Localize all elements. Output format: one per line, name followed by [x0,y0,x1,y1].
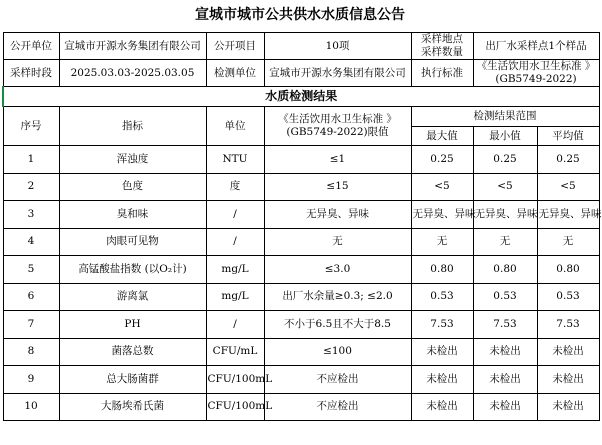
cell-indicator: 浑浊度 [59,146,206,174]
cell-limit: ≤1 [264,146,411,174]
cell-min: <5 [473,173,537,201]
cell-limit: ≤3.0 [264,256,411,284]
table-row [3,228,599,256]
cell-indicator: 游离氯 [59,283,206,311]
cell-no: 2 [3,173,59,201]
col-indicator: 指标 [59,107,206,146]
cell-unit: CFU/mL [206,338,264,366]
cell-indicator: 高锰酸盐指数 (以O₂计) [59,256,206,284]
cell-max: 0.53 [411,283,473,311]
cell-unit: mg/L [206,256,264,284]
publisher-label: 公开单位 [3,33,59,60]
standard-label: 执行标准 [411,60,473,87]
cell-min: 无异臭、异味 [473,201,537,229]
cell-min: 0.53 [473,283,537,311]
cell-unit: / [206,311,264,339]
table-row [3,338,599,366]
cell-max: 未检出 [411,366,473,394]
cell-max: 7.53 [411,311,473,339]
cell-unit: mg/L [206,283,264,311]
unit-label: 检测单位 [206,60,264,87]
table-row [3,393,599,421]
notice-title: 宣城市城市公共供水水质信息公告 [195,7,405,23]
cell-no: 10 [3,393,59,421]
table-row [3,311,599,339]
cell-no: 5 [3,256,59,284]
col-range: 检测结果范围 [411,107,599,127]
cell-max: 未检出 [411,393,473,421]
cell-avg: 0.80 [537,256,599,284]
col-max: 最大值 [411,127,473,146]
cell-no: 4 [3,228,59,256]
cell-indicator: 大肠埃希氏菌 [59,393,206,421]
cell-min: 未检出 [473,366,537,394]
cell-min: 未检出 [473,338,537,366]
cell-max: 无 [411,228,473,256]
cell-limit: 无异臭、异味 [264,201,411,229]
cell-avg: <5 [537,173,599,201]
cell-indicator: 菌落总数 [59,338,206,366]
cell-min: 0.80 [473,256,537,284]
cell-max: 无异臭、异味 [411,201,473,229]
cell-limit: 不应检出 [264,366,411,394]
cell-no: 8 [3,338,59,366]
cell-limit: ≤100 [264,338,411,366]
cell-unit: CFU/100mL [206,366,264,394]
column-header-row-1 [3,107,599,127]
cell-limit: 无 [264,228,411,256]
cell-avg: 0.25 [537,146,599,174]
period-label: 采样时段 [3,60,59,87]
cell-limit: 不小于6.5且不大于8.5 [264,311,411,339]
table-row [3,201,599,229]
cell-avg: 7.53 [537,311,599,339]
cell-unit: / [206,228,264,256]
cell-unit: 度 [206,173,264,201]
cell-unit: / [206,201,264,229]
cell-avg: 无 [537,228,599,256]
cell-unit: CFU/100mL [206,393,264,421]
standard-value: 《生活饮用水卫生标准 》 (GB5749-2022) [473,60,599,87]
items-label: 公开项目 [206,33,264,60]
unit-value: 宣城市开源水务集团有限公司 [264,60,411,87]
result-rows [3,146,602,421]
cell-min: 无 [473,228,537,256]
info-row-2 [3,60,599,87]
period-value: 2025.03.03-2025.03.05 [59,60,206,87]
cell-limit: ≤15 [264,173,411,201]
cell-min: 0.25 [473,146,537,174]
cell-no: 3 [3,201,59,229]
table-row [3,256,599,284]
water-quality-table [2,32,600,421]
col-no: 序号 [3,107,59,146]
cell-max: 0.25 [411,146,473,174]
cell-indicator: 色度 [59,173,206,201]
info-row-1 [3,33,599,60]
cell-unit: NTU [206,146,264,174]
cell-min: 未检出 [473,393,537,421]
cell-min: 7.53 [473,311,537,339]
cell-limit: 出厂水余量≥0.3; ≤2.0 [264,283,411,311]
cell-avg: 0.53 [537,283,599,311]
cell-no: 6 [3,283,59,311]
cell-indicator: 总大肠菌群 [59,366,206,394]
cell-avg: 未检出 [537,338,599,366]
cell-indicator: 臭和味 [59,201,206,229]
table-row [3,146,599,174]
section-title: 水质检测结果 [3,87,599,107]
table-row [3,366,599,394]
sampling-value: 出厂水采样点1个样品 [473,33,599,60]
cell-no: 9 [3,366,59,394]
sampling-label: 采样地点 采样数量 [411,33,473,60]
col-unit: 单位 [206,107,264,146]
table-row [3,173,599,201]
cell-indicator: PH [59,311,206,339]
cell-avg: 无异臭、异味 [537,201,599,229]
cell-no: 7 [3,311,59,339]
cell-avg: 未检出 [537,366,599,394]
col-avg: 平均值 [537,127,599,146]
col-min: 最小值 [473,127,537,146]
items-value: 10项 [264,33,411,60]
cell-max: <5 [411,173,473,201]
cell-limit: 不应检出 [264,393,411,421]
cell-max: 未检出 [411,338,473,366]
publisher-value: 宣城市开源水务集团有限公司 [59,33,206,60]
cell-indicator: 肉眼可见物 [59,228,206,256]
cell-max: 0.80 [411,256,473,284]
table-row [3,283,599,311]
cell-avg: 未检出 [537,393,599,421]
col-limit: 《生活饮用水卫生标准 》 (GB5749-2022)限值 [264,107,411,146]
cell-no: 1 [3,146,59,174]
section-row [3,87,599,107]
